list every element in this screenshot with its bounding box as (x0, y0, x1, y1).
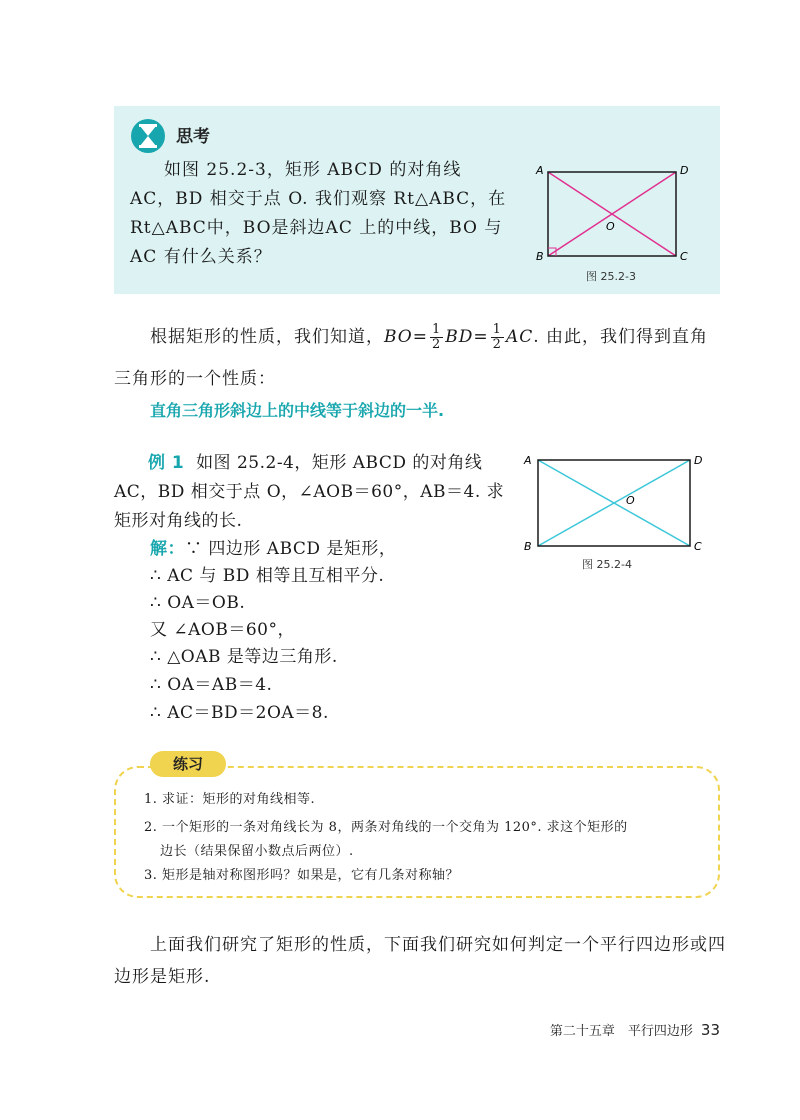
property-text-after: . 由此，我们得到直角 (533, 327, 709, 347)
point-o-label: O (626, 494, 635, 507)
solution-line-7: ∴ AC＝BD＝2OA＝8. (150, 703, 329, 723)
practice-item-3: 3. 矩形是轴对称图形吗？如果是，它有几条对称轴？ (144, 868, 460, 883)
think-title: 思考 (176, 127, 210, 147)
point-a-label: A (536, 164, 544, 177)
solution-line-2: ∴ AC 与 BD 相等且互相平分. (150, 566, 385, 586)
bo-symbol: BO (384, 327, 413, 347)
fraction-half-2: $\frac{1}{2}$ (492, 322, 502, 352)
property-paragraph (150, 322, 708, 352)
chapter-title: 第二十五章 平行四边形 (549, 1024, 693, 1039)
closing-line-2: 边形是矩形. (114, 967, 211, 987)
figure-25-2-4 (518, 448, 718, 558)
solution-line-6: ∴ OA＝AB＝4. (150, 675, 273, 695)
example-1-text (114, 449, 514, 536)
figure-caption-25-2-3: 图 25.2-3 (586, 270, 636, 283)
example-question: 如图 25.2-4，矩形 ABCD 的对角线 AC，BD 相交于点 O，∠AOB＝60°，AB＝4. 求矩形对角线的长. (114, 453, 505, 531)
solution-line-1: 解：∵ 四边形 ABCD 是矩形， (150, 539, 397, 559)
practice-title: 练习 (150, 751, 226, 777)
fraction-half-1: $\frac{1}{2}$ (432, 322, 442, 352)
solution-line-4: 又 ∠AOB＝60°， (150, 620, 295, 640)
point-o-label: O (606, 220, 615, 233)
solution-line-5: ∴ △OAB 是等边三角形. (150, 647, 338, 667)
solution-line-3: ∴ OA＝OB. (150, 593, 246, 613)
page-footer (550, 1020, 720, 1039)
figure-caption-25-2-4: 图 25.2-4 (582, 558, 632, 571)
point-b-label: B (524, 540, 532, 553)
property-line-2: 三角形的一个性质： (114, 369, 276, 389)
point-c-label: C (680, 250, 688, 263)
point-d-label: D (694, 454, 703, 467)
point-a-label: A (524, 454, 532, 467)
equals-1: = (412, 327, 428, 347)
ac-symbol: AC (505, 327, 534, 347)
example-tag: 例 1 (148, 453, 185, 473)
think-question: 如图 25.2-3，矩形 ABCD 的对角线 AC，BD 相交于点 O. 我们观察 Rt△ABC，在 Rt△ABC中，BO是斜边AC 上的中线，BO 与 AC 有什么关系？ (130, 160, 507, 267)
solution-tag: 解： (150, 539, 185, 559)
practice-item-2: 2. 一个矩形的一条对角线长为 8，两条对角线的一个交角为 120°. 求这个矩形的 (144, 820, 628, 835)
bd-symbol: BD (445, 327, 474, 347)
practice-item-1: 1. 求证：矩形的对角线相等. (144, 792, 316, 807)
practice-item-2-cont: 边长（结果保留小数点后两位）. (160, 844, 354, 859)
equals-2: = (473, 327, 489, 347)
page-number: 33 (700, 1021, 720, 1039)
figure-25-2-3 (530, 160, 700, 270)
theorem-highlight: 直角三角形斜边上的中线等于斜边的一半. (150, 401, 445, 420)
property-text-before: 根据矩形的性质，我们知道， (150, 327, 384, 347)
closing-line-1: 上面我们研究了矩形的性质，下面我们研究如何判定一个平行四边形或四 (150, 935, 726, 955)
point-c-label: C (694, 540, 702, 553)
point-b-label: B (536, 250, 544, 263)
hourglass-icon (130, 118, 166, 154)
point-d-label: D (680, 164, 689, 177)
